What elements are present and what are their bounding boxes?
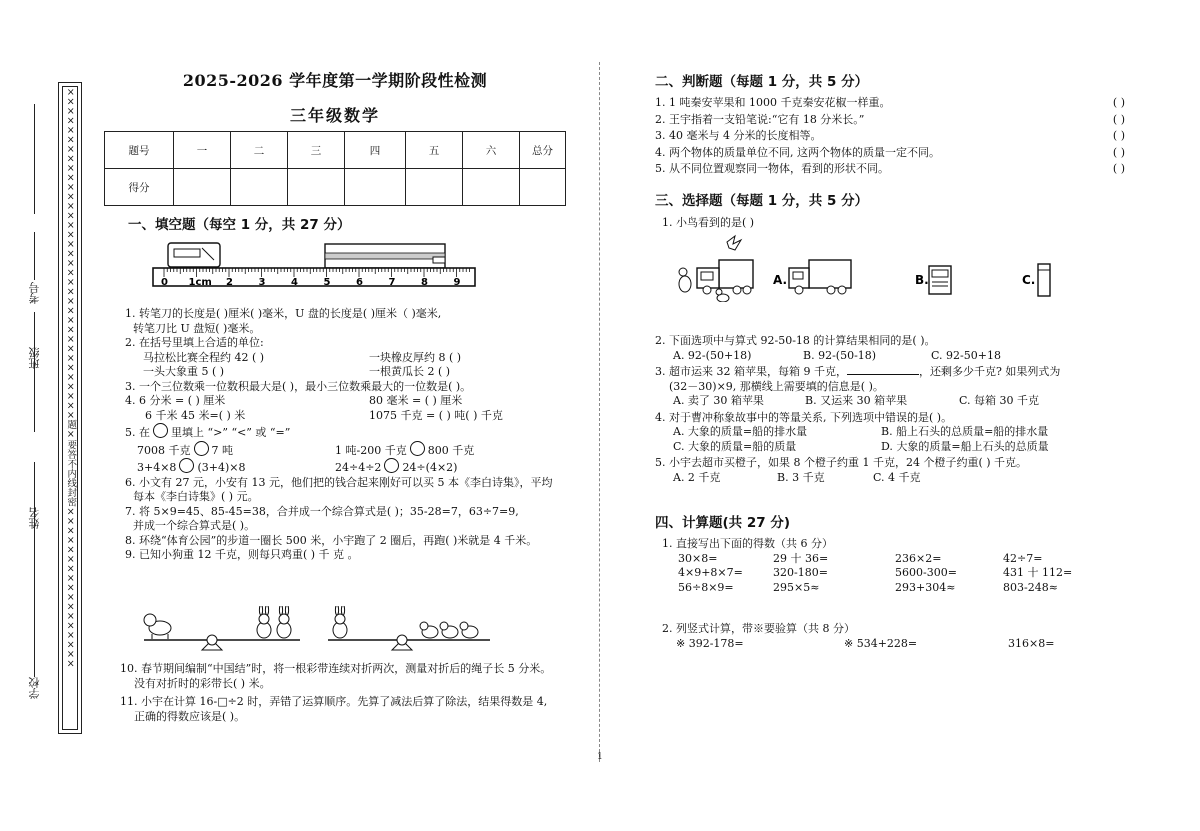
- ruler-tick-label: 4: [291, 277, 298, 288]
- judge-item: 3. 40 毫米与 4 分米的长度相等。 ( ): [655, 129, 1125, 142]
- score-input-cell[interactable]: [520, 169, 566, 206]
- score-table-cell: 四: [345, 132, 406, 169]
- calc-q1-title: 1. 直接写出下面的得数（共 6 分）: [662, 537, 833, 550]
- q1-line1: 1. 转笔刀的长度是( )厘米( )毫米，U 盘的长度是( )厘米（ )毫米,: [125, 307, 442, 320]
- seesaw-right: [328, 606, 490, 650]
- q5-instruction: 里填上 “>” “<” 或 “=”: [171, 426, 291, 439]
- q6-line2: 每本《李白诗集》( ) 元。: [133, 490, 259, 503]
- choice-q5: 5. 小宇去超市买橙子，如果 8 个橙子约重 1 千克，24 个橙子约重( ) 千克。: [655, 456, 1028, 469]
- ruler-tick-label: 9: [453, 277, 461, 288]
- school-label: 学校: [28, 677, 41, 699]
- score-table-cell: 三: [288, 132, 345, 169]
- section1-title: 一、填空题（每空 1 分，共 27 分）: [128, 217, 351, 233]
- ruler-tick-label: 0: [161, 277, 168, 288]
- q9-text: 9. 已知小狗重 12 千克，则每只鸡重( ) 千 克 。: [125, 548, 359, 561]
- seesaw-left: [144, 606, 300, 650]
- q7-line2: 并成一个综合算式是( )。: [133, 519, 256, 532]
- balance-illustration: [140, 606, 500, 652]
- score-input-cell[interactable]: [174, 169, 231, 206]
- section4-body: [662, 537, 1132, 651]
- score-table-score-row: [105, 169, 566, 206]
- chicken-icon: [420, 622, 438, 638]
- section1-body: [125, 307, 595, 563]
- option-b-label: B.: [915, 273, 929, 287]
- usb-stripe: [325, 253, 445, 259]
- option-c-label: C.: [1022, 273, 1036, 287]
- truck-side-icon: [697, 260, 753, 294]
- compare-circle-input[interactable]: [410, 441, 425, 456]
- judge-item: 1. 1 吨秦安苹果和 1000 千克秦安花椒一样重。 ( ): [655, 96, 1125, 109]
- calc-row: 4×9+8×7= 320-180= 5600-300= 431 十 112=: [678, 566, 1073, 579]
- q4-item-c: 6 千米 45 米=( ) 米: [145, 408, 246, 422]
- judge-item: 5. 从不同位置观察同一物体，看到的形状不同。 ( ): [655, 162, 1125, 175]
- q5-prefix: 5. 在: [125, 426, 150, 439]
- q8-text: 8. 环绕“体育公园”的步道一圈长 500 米，小宇跑了 2 圈后，再跑( )米就是 4 千米。: [125, 533, 538, 547]
- score-table-header-row: [105, 132, 566, 169]
- ruler-tick-label: 3: [258, 277, 266, 288]
- compare-circle-input[interactable]: [384, 458, 399, 473]
- calc-q2-title: 2. 列竖式计算，带※要验算（共 8 分）: [662, 622, 855, 635]
- judge-item: 2. 王宇指着一支铅笔说:“它有 18 分米长。” ( ): [655, 112, 1125, 126]
- choice-option[interactable]: A. 92-(50+18): [673, 348, 752, 362]
- chicken-icon: [440, 622, 458, 638]
- usb-connector: [433, 257, 445, 263]
- section1-tail: [120, 662, 590, 724]
- choice-option[interactable]: C. 大象的质量=船的质量: [673, 439, 797, 453]
- q2-item-b: 一块橡皮厚约 8 ( ): [369, 350, 462, 364]
- choice-q3-line2: (32－30)×9, 那横线上需要填的信息是( )。: [669, 379, 884, 393]
- q3-fill-line[interactable]: [847, 374, 919, 375]
- dog-icon: [144, 614, 171, 639]
- calc-row: 30×8= 29 十 36= 236×2= 42÷7=: [678, 551, 1043, 565]
- q4-item-a: 4. 6 分米 = ( ) 厘米: [125, 394, 226, 407]
- score-table-cell: 总分: [520, 132, 566, 169]
- choice-option[interactable]: A. 2 千克: [673, 470, 721, 484]
- answer-paren[interactable]: ( ): [1112, 129, 1125, 142]
- choice-option[interactable]: B. 92-(50-18): [803, 348, 877, 362]
- choice-q3-line1: 3. 超市运来 32 箱苹果，每箱 9 千克， ，还剩多少千克? 如果列式为: [655, 365, 1061, 378]
- name-label: 姓名: [28, 507, 41, 529]
- answer-paren[interactable]: ( ): [1112, 162, 1125, 175]
- binding-labels: [22, 82, 52, 732]
- q4-item-d: 1075 千克 = ( ) 吨( ) 千克: [369, 408, 503, 422]
- seal-line-text: ×××××××××××××××××××××××××××××××××××题 × 要 答 不 内 线 封 密 ×××××××××××××××××: [65, 87, 77, 669]
- q10-line1: 10. 春节期间编制“中国结”时，将一根彩带连续对折两次，测量对折后的绳子长 5 分米。: [120, 662, 552, 675]
- section3-body: [655, 334, 1125, 485]
- q5-compare-c: 3+4×8 (3+4)×8: [137, 458, 335, 476]
- q11-line2: 正确的得数应该是( )。: [134, 709, 246, 723]
- choice-option[interactable]: A. 卖了 30 箱苹果: [673, 394, 764, 407]
- section4-title: 四、计算题(共 27 分): [655, 515, 791, 531]
- q7-line1: 7. 将 5×9=45、85-45=38，合并成一个综合算式是( )；35-28=7，63÷7=9,: [125, 504, 519, 518]
- exam-title: 2025-2026 学年度第一学期阶段性检测: [182, 71, 488, 90]
- ruler-tick-label: 8: [421, 277, 428, 288]
- truck-views-illustration: [675, 234, 1075, 302]
- q2-title: 2. 在括号里填上合适的单位:: [125, 336, 264, 349]
- vertical-calc-row: ※ 392-178= ※ 534+228= 316×8=: [676, 636, 1055, 650]
- q1-line2: 转笔刀比 U 盘短( )毫米。: [133, 321, 261, 335]
- score-input-cell[interactable]: [288, 169, 345, 206]
- compare-circle-input[interactable]: [194, 441, 209, 456]
- rabbit-icon: [333, 606, 347, 638]
- judge-item: 4. 两个物体的质量单位不同, 这两个物体的质量一定不同。 ( ): [655, 145, 1125, 159]
- sharpener-slot: [174, 249, 200, 257]
- score-input-cell[interactable]: [463, 169, 520, 206]
- chicken-icon: [460, 622, 478, 638]
- q2-item-d: 一根黄瓜长 2 ( ): [369, 365, 451, 378]
- cat-icon: [716, 289, 729, 302]
- score-table-cell: 一: [174, 132, 231, 169]
- q10-line2: 没有对折时的彩带长( ) 米。: [134, 676, 271, 690]
- calc-row: 56÷8×9= 295×5≈ 293+304≈ 803-248≈: [678, 580, 1058, 594]
- choice-option[interactable]: C. 4 千克: [873, 470, 921, 484]
- score-table-cell: 题号: [105, 132, 174, 169]
- compare-circle-input[interactable]: [179, 458, 194, 473]
- section3-title: 三、选择题（每题 1 分，共 5 分）: [655, 193, 869, 209]
- truck-top-view-option-c[interactable]: [1038, 264, 1050, 296]
- rabbit-icon: [257, 606, 271, 638]
- choice-option[interactable]: B. 又运来 30 箱苹果: [805, 394, 908, 407]
- ruler-tick-label: 7: [388, 277, 396, 288]
- choice-option[interactable]: C. 92-50+18: [931, 348, 1001, 362]
- q5-title: [125, 423, 595, 441]
- score-input-cell[interactable]: [406, 169, 463, 206]
- choice-q4: 4. 对于曹冲称象故事中的等量关系, 下列选项中错误的是( )。: [655, 410, 953, 424]
- score-table-cell: 得分: [105, 169, 174, 206]
- answer-paren[interactable]: ( ): [1112, 112, 1125, 126]
- page-number: 1: [597, 752, 603, 762]
- page-divider: [599, 62, 600, 762]
- exam-number-label: 考号: [28, 282, 41, 304]
- rabbit-icon: [679, 268, 691, 292]
- ruler-tick-label: 6: [356, 277, 363, 288]
- choice-option[interactable]: C. 每箱 30 千克: [959, 394, 1040, 407]
- q4-item-b: 80 毫米 = ( ) 厘米: [369, 394, 463, 407]
- section2-body: [655, 96, 1125, 177]
- score-input-cell[interactable]: [231, 169, 288, 206]
- answer-paren[interactable]: ( ): [1112, 145, 1125, 159]
- q5-compare-a: 7008 千克 7 吨: [137, 441, 335, 459]
- truck-side-view-option-a[interactable]: [789, 260, 851, 294]
- circle-blank-icon: [153, 423, 168, 438]
- ruler-illustration: [150, 240, 480, 290]
- exam-subtitle: 三年级数学: [289, 106, 380, 125]
- choice-q1: 1. 小鸟看到的是( ): [662, 216, 755, 229]
- ruler-tick-label: 2: [226, 277, 233, 288]
- ruler-tick-label: 1cm: [188, 277, 212, 288]
- q2-item-a: 马拉松比赛全程约 42 ( ): [143, 350, 265, 364]
- option-a-label: A.: [773, 273, 788, 287]
- choice-q2: 2. 下面选项中与算式 92-50-18 的计算结果相同的是( )。: [655, 334, 936, 347]
- class-label: 班级: [28, 347, 41, 369]
- score-table: [104, 131, 566, 206]
- score-table-cell: 二: [231, 132, 288, 169]
- bird-icon: [727, 236, 741, 250]
- score-table-cell: 六: [463, 132, 520, 169]
- choice-option[interactable]: B. 3 千克: [777, 470, 825, 484]
- answer-paren[interactable]: ( ): [1112, 96, 1125, 109]
- q6-line1: 6. 小文有 27 元，小安有 13 元，他们把的钱合起来刚好可以买 5 本《李白诗集》，平均: [125, 475, 553, 489]
- score-input-cell[interactable]: [345, 169, 406, 206]
- q5-compare-b: 1 吨-200 千克 800 千克: [335, 441, 474, 459]
- binding-strip: [58, 82, 82, 734]
- q11-line1: 11. 小宇在计算 16-□÷2 时，弄错了运算顺序。先算了减法后算了除法，结果得数是 4,: [120, 695, 548, 708]
- rabbit-icon: [277, 606, 291, 638]
- exam-header: [105, 68, 565, 126]
- q2-item-c: 一头大象重 5 ( ): [143, 365, 225, 378]
- q3-text: 3. 一个三位数乘一位数积最大是( )，最小三位数乘最大的一位数是( )。: [125, 379, 472, 393]
- q5-compare-d: 24÷4÷2 24÷(4×2): [335, 458, 457, 476]
- choice-option[interactable]: D. 大象的质量=船上石头的总质量: [881, 439, 1049, 453]
- section2-title: 二、判断题（每题 1 分，共 5 分）: [655, 74, 869, 90]
- ruler-tick-label: 5: [323, 277, 331, 288]
- choice-option[interactable]: B. 船上石头的总质量=船的排水量: [881, 425, 1049, 438]
- score-table-cell: 五: [406, 132, 463, 169]
- truck-front-view-option-b[interactable]: [929, 266, 951, 294]
- choice-option[interactable]: A. 大象的质量=船的排水量: [673, 425, 808, 438]
